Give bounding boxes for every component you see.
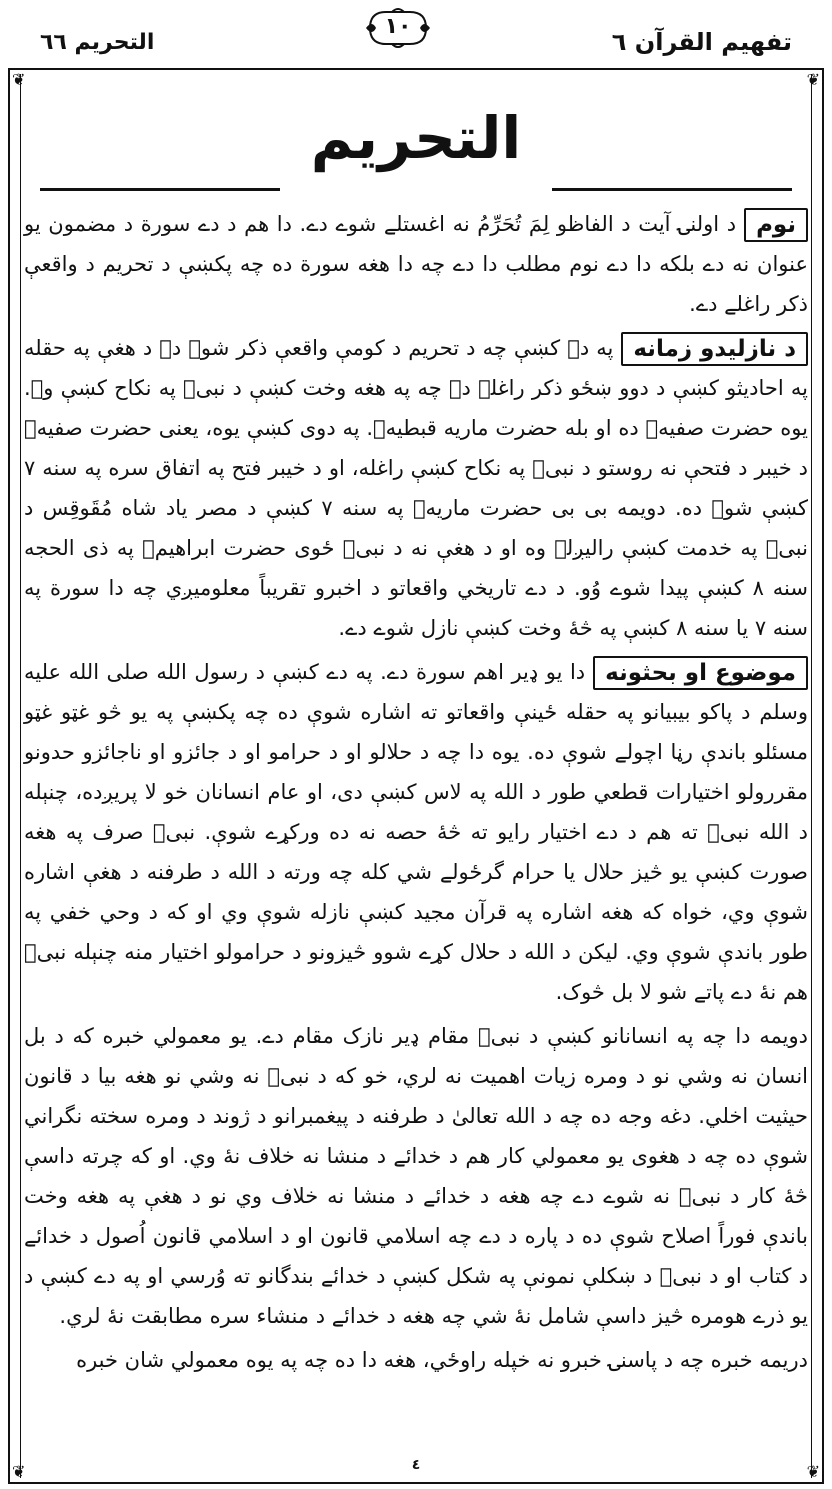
title-divider-left — [40, 188, 280, 191]
footer-mark: ٤ — [411, 1457, 421, 1473]
surah-reference: التحریم ٦٦ — [40, 30, 155, 55]
surah-title: التحریم — [310, 104, 522, 172]
corner-ornament-icon: ❦ — [806, 70, 820, 89]
paragraph-text: په دے کښې چه د تحریم د کومې واقعې ذکر شوے دے د هغې په حقله په احادیثو کښې د دوو ښځو ذکر راغلے دے چه په هغه وخت کښې د نبیؐ په نکاح کښې وے. یوه حضرت صفیهؓ ده او بله حضرت ماریه قبطیهؓ. په دوی کښې یوه، یعنی حضرت صفیهؓ د خیبر د فتحې نه روستو د نبیؐ په نکاح کښې راغله، او د خیبر فتح په اتفاق سره په سنه ٧ کښې شوے ده. دویمه بی بی حضرت ماریهؓ په سنه ٧ کښې د مصر یاد شاه مُقَوقِس د نبیؐ په خدمت کښې رالیږلے وه او د هغې نه د نبیؐ ځوی حضرت ابراهیمؓ په ذی الحجه سنه ٨ کښې پیدا شوے وُو. د دے تاریخي واقعاتو د اخبرو تقریباً معلومیږي چه دا سورة په سنه ٧ یا سنه ٨ کښې په څهٔ وخت کښې نازل شوے دے. — [24, 336, 808, 640]
page-number: ١٠ — [384, 14, 412, 39]
paragraph-second-point — [24, 1016, 808, 1336]
book-title: تفهیم القرآن ٦ — [611, 28, 792, 56]
paragraph-third-point — [24, 1340, 808, 1380]
paragraph-text: دویمه دا چه په انسانانو کښې د نبیؐ مقام ډیر نازک مقام دے. یو معمولي خبره که د بل انسان نه وشي نو د ومره زیات اهمیت نه لري، خو که د نبیؐ نه وشي نو هغه بیا د قانون حیثیت اخلي. دغه وجه ده چه د الله تعالیٰ د طرفنه د پیغمبرانو د ژوند د ومره سخته نگراني شوې ده چه د هغوی یو معمولي کار هم د خدائے د منشا نه خلاف نهٔ وي. او که چرته داسې څهٔ کار د نبیؐ نه شوے دے چه هغه د خدائے د منشا نه خلاف وي نو د هغې په هغه وخت باندې فوراً اصلاح شوې ده د پاره د دے چه اسلامي قانون او د اسلامي قانون اُصول د خدائے د کتاب او د نبیؐ د ښکلې نمونې په شکل کښې د خدائے بندگانو ته وُرسي او په دے کښې د یو ذرے هومره څیز داسې شامل نهٔ شي چه هغه د خدائے د منشاء سره مطابقت نهٔ لري. — [24, 1024, 808, 1328]
body-text — [24, 204, 808, 1459]
title-divider-right — [552, 188, 792, 191]
corner-ornament-icon: ❦ — [12, 1462, 26, 1481]
paragraph-name — [24, 204, 808, 324]
paragraph-text: د اولنۍ آیت د الفاظو لِمَ تُحَرِّمُ نه اغستلے شوے دے. دا هم د دے سورة د مضمون یو عنوان نه دے بلکه دا دے نوم مطلب دا دے چه دا هغه سورة ده چه پکښې د تحریم د واقعې ذکر راغلے دے. — [24, 212, 808, 316]
section-heading-revelation-period: د نازلیدو زمانه — [621, 332, 808, 366]
page-number-badge — [362, 6, 434, 50]
paragraph-revelation-period — [24, 328, 808, 648]
paragraph-text: دا یو ډیر اهم سورة دے. په دے کښې د رسول الله صلی الله علیه وسلم د پاکو بیبیانو په حقله ځینې واقعاتو ته اشاره شوې ده چه پکښې په یو څو غټو غټو مسئلو باندې رڼا اچولے شوې ده. یوه دا چه د حلالو او د حرامو او د جائزو او ناجائزو حدونو مقررولو اختیارات قطعي طور د الله په لاس کښې دی، او عام انسانان خو لا پریږده، چنېله د الله نبیؐ ته هم د دے اختیار رایو ته څهٔ حصه نه ده ورکړے شوې. نبیؐ صرف په هغه صورت کښې یو څیز حلال یا حرام گرځولے شي کله چه ورته د الله د طرفنه د هغې اشاره شوې وي، خواه که هغه اشاره په قرآن مجید کښې نازله شوې وي او که د وحي خفي په طور باندې شوې وي. لیکن د الله د حلال کړے شوو څیزونو د حرامولو اختیار منه چنېله نبیؐ هم نهٔ دے پاتے شو لا بل څوک. — [24, 660, 808, 1004]
paragraph-subject-matter — [24, 652, 808, 1012]
page-header — [0, 0, 832, 60]
section-heading-subject-matter: موضوع او بحثونه — [593, 656, 808, 690]
corner-ornament-icon: ❦ — [12, 70, 26, 89]
corner-ornament-icon: ❦ — [806, 1462, 820, 1481]
section-heading-name: نوم — [744, 208, 808, 242]
paragraph-text: دریمه خبره چه د پاسنۍ خبرو نه خپله راوځي، هغه دا ده چه په یوه معمولي شان خبره — [76, 1348, 808, 1372]
